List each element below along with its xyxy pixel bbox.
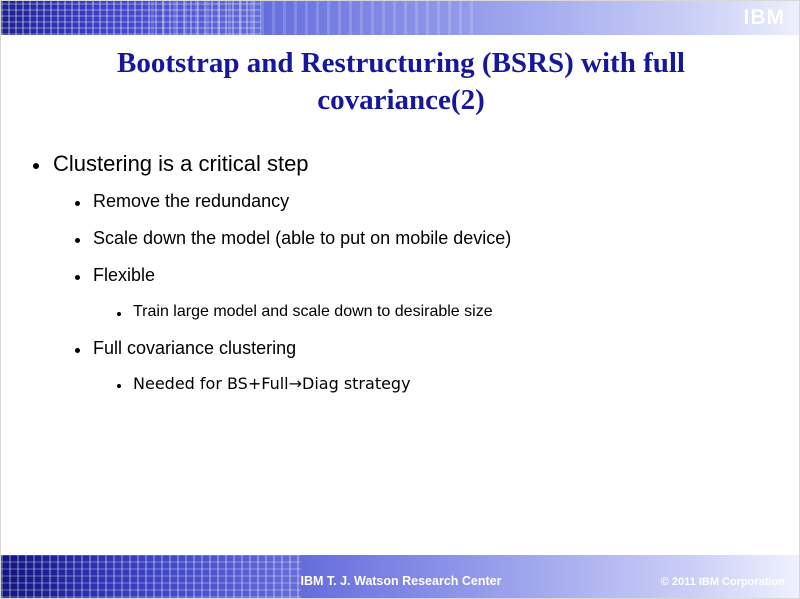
ibm-logo xyxy=(723,7,785,29)
list-item-label: Train large model and scale down to desirable size xyxy=(133,302,493,320)
footer-copyright: © 2011 IBM Corporation xyxy=(660,576,785,588)
list-item-label: Needed for BS+Full→Diag strategy xyxy=(133,373,411,393)
list-item-label: Clustering is a critical step xyxy=(53,151,309,176)
banner-texture-secondary-icon xyxy=(151,1,481,35)
top-banner xyxy=(1,1,800,35)
list-item xyxy=(75,228,777,249)
bullet-dot-icon xyxy=(75,348,80,353)
bullet-dot-icon xyxy=(33,163,39,169)
list-item xyxy=(117,375,777,394)
bullet-dot-icon xyxy=(75,238,80,243)
ibm-logo-text: IBM xyxy=(723,7,785,29)
bullet-dot-icon xyxy=(75,275,80,280)
page-title: Bootstrap and Restructuring (BSRS) with full covariance(2) xyxy=(117,47,685,117)
list-item-label: Flexible xyxy=(93,265,156,286)
bullet-dot-icon xyxy=(117,312,121,316)
slide-body xyxy=(25,151,777,410)
bullet-dot-icon xyxy=(117,384,121,388)
footer-center-text: IBM T. J. Watson Research Center xyxy=(300,574,502,588)
list-item xyxy=(75,191,777,212)
bottom-banner xyxy=(1,555,800,598)
list-item-label: Scale down the model (able to put on mobile device) xyxy=(93,228,512,249)
list-item xyxy=(75,338,777,359)
list-item xyxy=(33,151,777,177)
list-item-label: Remove the redundancy xyxy=(93,190,290,211)
list-item xyxy=(75,265,777,286)
list-item-label: Full covariance clustering xyxy=(93,337,297,358)
bullet-dot-icon xyxy=(75,201,80,206)
list-item xyxy=(117,303,777,322)
